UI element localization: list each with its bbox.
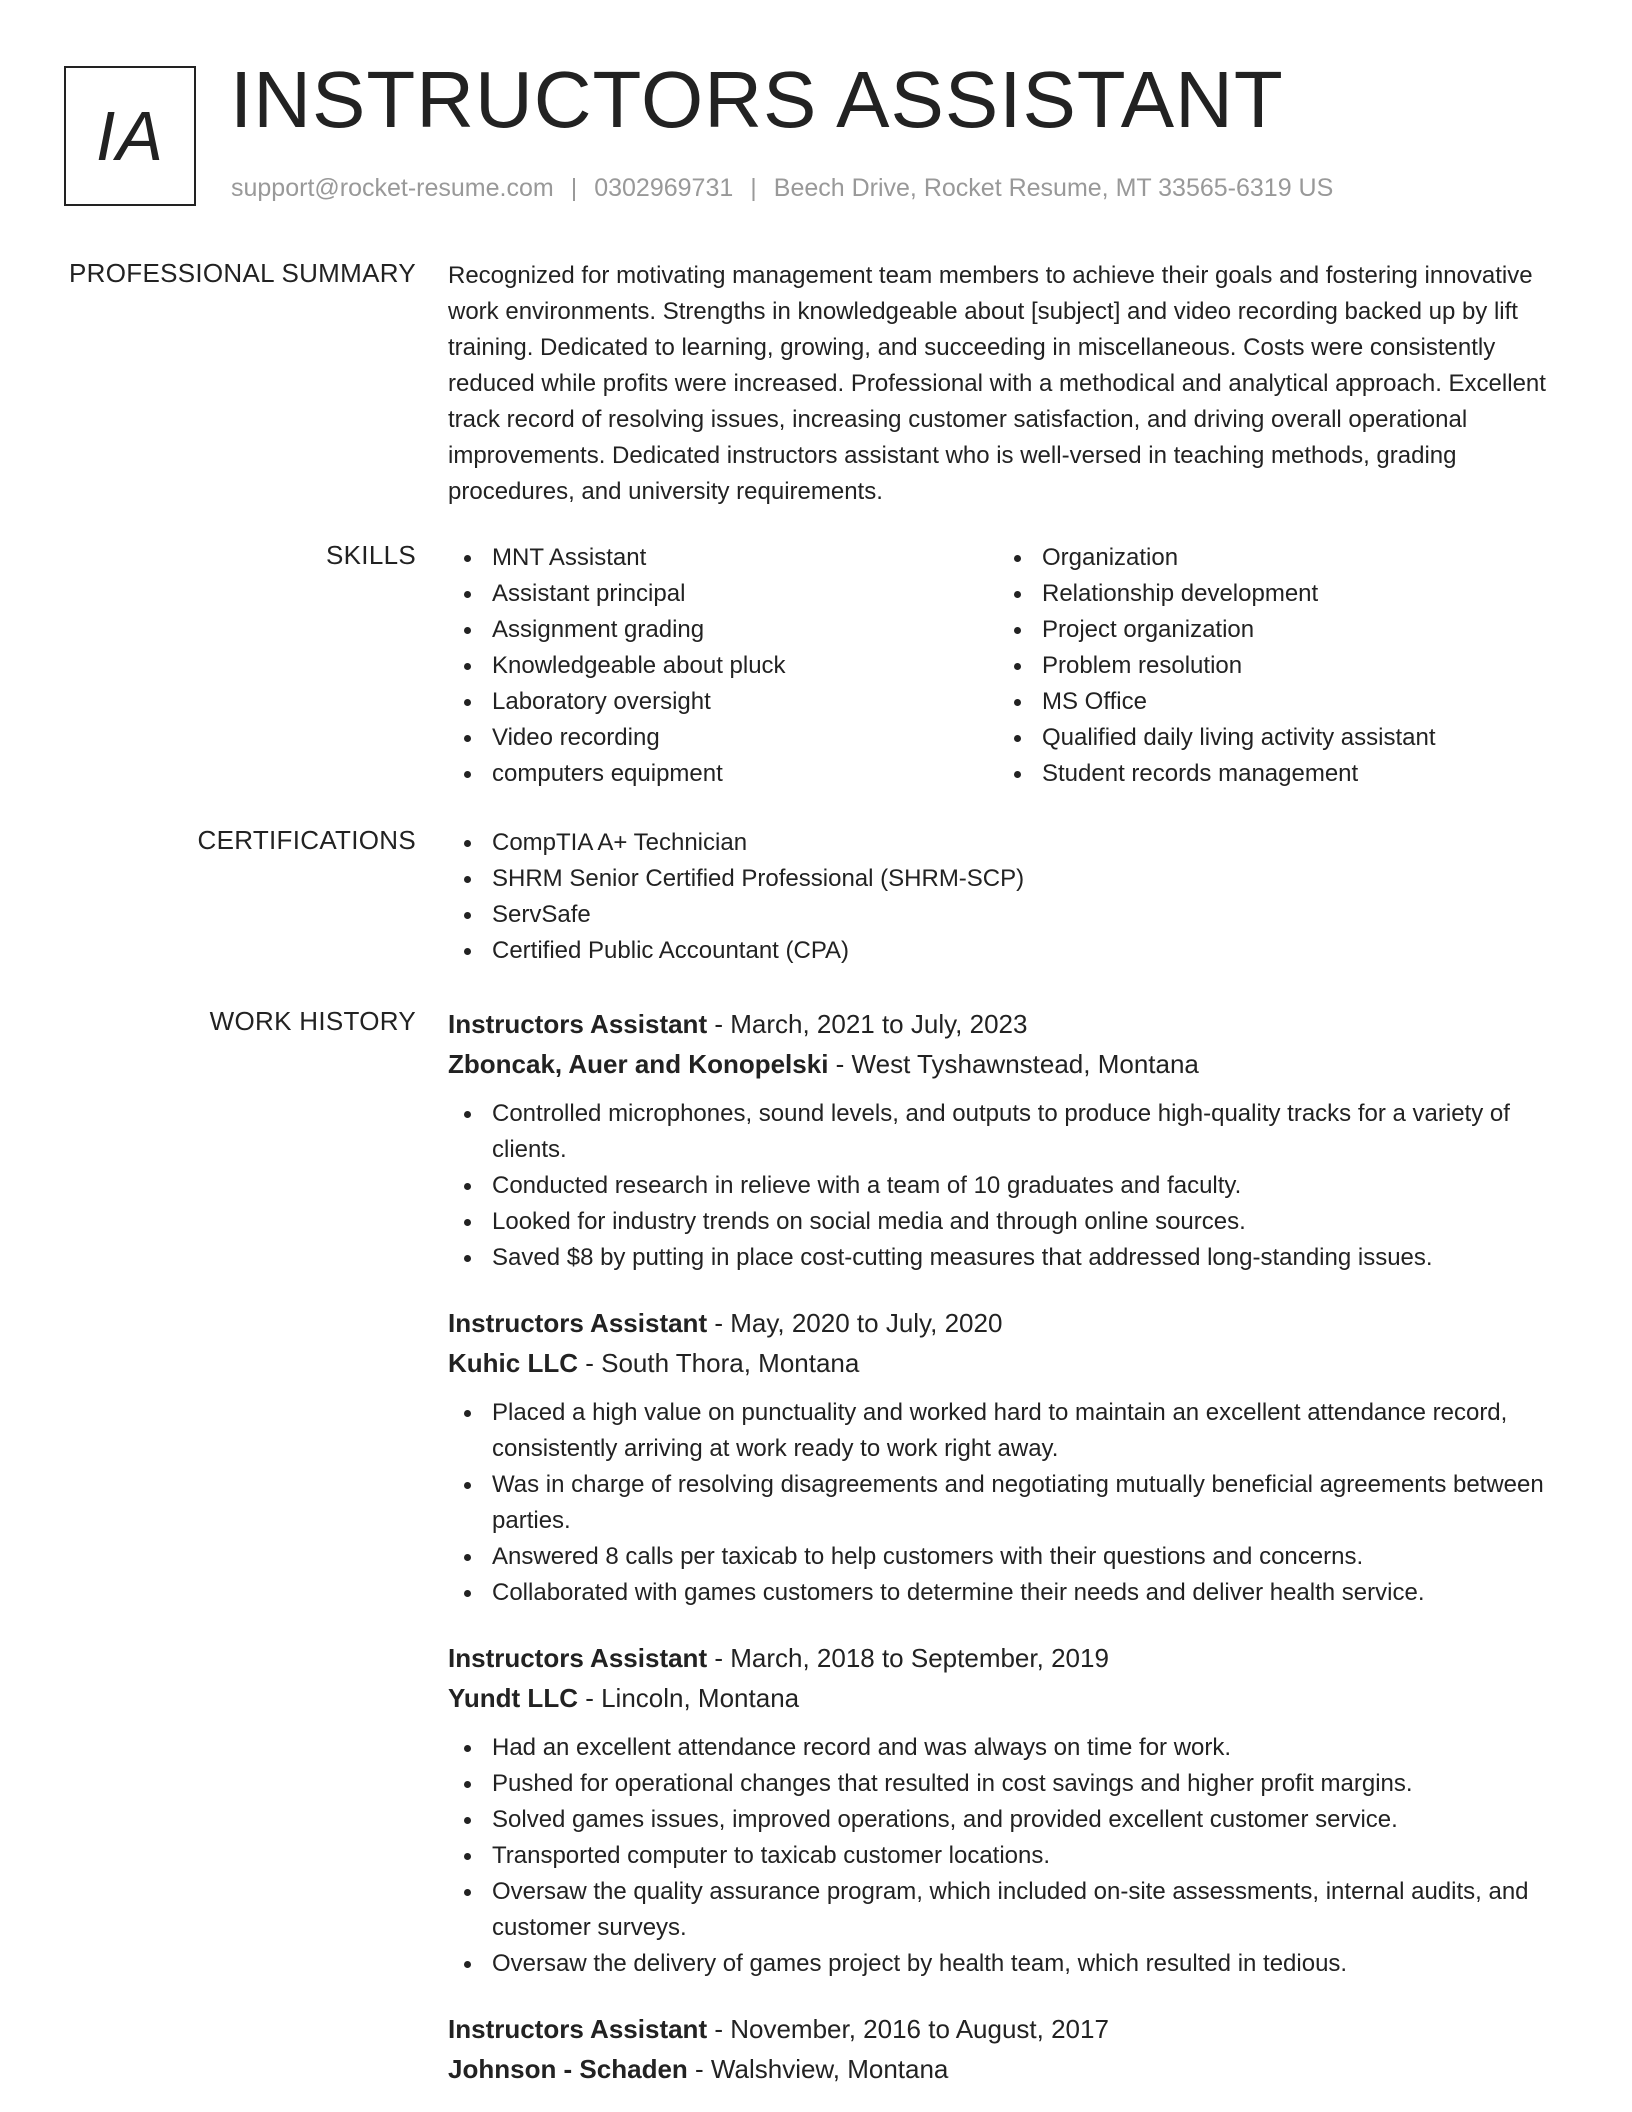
job-company-line (448, 1044, 1570, 1084)
job-company: Yundt LLC (448, 1683, 578, 1713)
job-location: - West Tyshawnstead, Montana (828, 1049, 1199, 1079)
skills-columns (448, 540, 1570, 792)
monogram-text: IA (95, 97, 165, 175)
skill-item: Qualified daily living activity assistant (1042, 720, 1548, 756)
skill-item: Problem resolution (1042, 648, 1548, 684)
job-bullet: Oversaw the delivery of games project by health team, which resulted in tedious. (492, 1946, 1570, 1982)
contact-separator: | (570, 174, 578, 202)
job-dates: - March, 2021 to July, 2023 (707, 1009, 1028, 1039)
job-location: - South Thora, Montana (578, 1348, 860, 1378)
job-bullet: Conducted research in relieve with a team of 10 graduates and faculty. (492, 1168, 1570, 1204)
certification-item: Certified Public Accountant (CPA) (492, 933, 1570, 969)
contact-separator: | (750, 174, 757, 202)
skill-item: Assistant principal (492, 576, 998, 612)
job-bullet: Placed a high value on punctuality and worked hard to maintain an excellent attendance record, consistently arriving at work ready to work right away. (492, 1395, 1570, 1467)
skill-item: computers equipment (492, 756, 998, 792)
resume-name: INSTRUCTORS ASSISTANT (230, 55, 1284, 144)
job-dates: - November, 2016 to August, 2017 (707, 2014, 1109, 2044)
contact-address: Beech Drive, Rocket Resume, MT 33565-6319 US (773, 174, 1334, 202)
contact-email[interactable]: support@rocket-resume.com (231, 174, 554, 202)
certification-item: CompTIA A+ Technician (492, 825, 1570, 861)
certifications-list (448, 825, 1570, 969)
job-dates: - March, 2018 to September, 2019 (707, 1643, 1109, 1673)
skill-item: Student records management (1042, 756, 1548, 792)
job-bullet: Pushed for operational changes that resulted in cost savings and higher profit margins. (492, 1766, 1570, 1802)
job-bullet: Saved $8 by putting in place cost-cutting measures that addressed long-standing issues. (492, 1240, 1570, 1276)
skill-item: Project organization (1042, 612, 1548, 648)
skill-item: Knowledgeable about pluck (492, 648, 998, 684)
skill-item: Assignment grading (492, 612, 998, 648)
certifications-heading: CERTIFICATIONS (197, 825, 416, 855)
job-company-line (448, 1678, 1570, 1718)
certification-item: ServSafe (492, 897, 1570, 933)
job-bullet: Transported computer to taxicab customer locations. (492, 1838, 1570, 1874)
job-bullet: Answered 8 calls per taxicab to help customers with their questions and concerns. (492, 1539, 1570, 1575)
job-title-line (448, 1303, 1570, 1343)
summary-heading: PROFESSIONAL SUMMARY (69, 258, 416, 288)
skill-item: Organization (1042, 540, 1548, 576)
job-bullet: Was in charge of resolving disagreements and negotiating mutually beneficial agreements between parties. (492, 1467, 1570, 1539)
skill-item: Relationship development (1042, 576, 1548, 612)
contact-line (231, 174, 1333, 203)
certification-item: SHRM Senior Certified Professional (SHRM-SCP) (492, 861, 1570, 897)
summary-text: Recognized for motivating management team members to achieve their goals and fostering innovative work environments. Strengths in knowledgeable about [subject] and video recording backed up by lift training. Dedicated to learning, growing, and succeeding in miscellaneous. Costs were consistently reduced while profits were increased. Professional with a methodical and analytical approach. Excellent track record of resolving issues, increasing customer satisfaction, and driving overall operational improvements. Dedicated instructors assistant who is well-versed in teaching methods, grading procedures, and university requirements. (448, 262, 1546, 505)
job-title: Instructors Assistant (448, 1308, 708, 1338)
skills-list-right (998, 540, 1548, 792)
skill-item: Video recording (492, 720, 998, 756)
work-history-heading: WORK HISTORY (209, 1006, 416, 1036)
skill-item: Laboratory oversight (492, 684, 998, 720)
skills-heading: SKILLS (326, 540, 416, 570)
skill-item: MNT Assistant (492, 540, 998, 576)
job-company-line (448, 2049, 1570, 2089)
job-title-line (448, 1004, 1570, 1044)
job-bullet: Collaborated with games customers to determine their needs and deliver health service. (492, 1575, 1570, 1611)
job-company: Johnson - Schaden (448, 2054, 688, 2084)
job-location: - Walshview, Montana (687, 2054, 949, 2084)
job-bullet: Had an excellent attendance record and was always on time for work. (492, 1730, 1570, 1766)
job-title: Instructors Assistant (448, 1643, 708, 1673)
job-company-line (448, 1343, 1570, 1383)
contact-phone[interactable]: 0302969731 (594, 174, 734, 202)
job-dates: - May, 2020 to July, 2020 (707, 1308, 1003, 1338)
job-entry (448, 1638, 1570, 1982)
job-bullets (448, 1395, 1570, 1611)
job-bullets (448, 1730, 1570, 1982)
job-company: Zboncak, Auer and Konopelski (448, 1049, 829, 1079)
job-bullets (448, 1096, 1570, 1276)
job-title: Instructors Assistant (448, 2014, 708, 2044)
job-bullet: Oversaw the quality assurance program, which included on-site assessments, internal audits, and customer surveys. (492, 1874, 1570, 1946)
job-company: Kuhic LLC (448, 1348, 578, 1378)
job-location: - Lincoln, Montana (577, 1683, 800, 1713)
job-bullet: Looked for industry trends on social media and through online sources. (492, 1204, 1570, 1240)
job-entry (448, 1004, 1570, 1276)
job-bullet: Controlled microphones, sound levels, and outputs to produce high-quality tracks for a variety of clients. (492, 1096, 1570, 1168)
certifications-body (448, 825, 1570, 969)
job-entry (448, 2009, 1570, 2089)
skills-list-left (448, 540, 998, 792)
job-title-line (448, 1638, 1570, 1678)
job-title-line (448, 2009, 1570, 2049)
job-bullet: Solved games issues, improved operations, and provided excellent customer service. (492, 1802, 1570, 1838)
monogram-badge (64, 66, 196, 206)
skill-item: MS Office (1042, 684, 1548, 720)
work-history-body (448, 1004, 1570, 2112)
job-title: Instructors Assistant (448, 1009, 708, 1039)
job-entry (448, 1303, 1570, 1611)
